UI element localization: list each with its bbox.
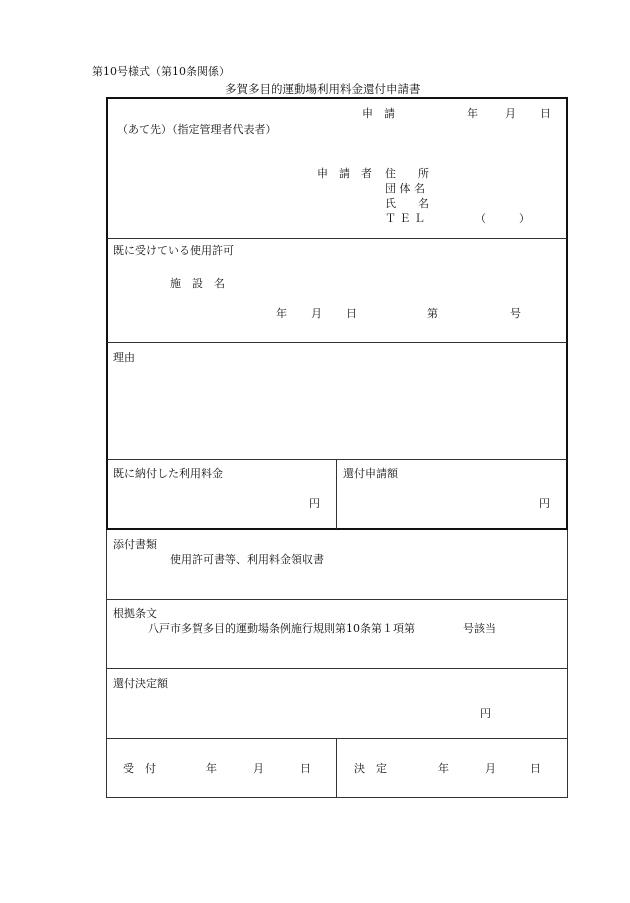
received-day: 日: [300, 762, 311, 775]
refund-request-heading: 還付申請額: [343, 467, 398, 480]
form-number: 第10号様式（第10条関係）: [92, 65, 230, 78]
attachments-heading: 添付書類: [113, 538, 157, 551]
refund-decision-heading: 還付決定額: [113, 677, 168, 690]
form-title: 多賀多目的運動場利用料金還付申請書: [225, 82, 421, 96]
decided-label: 決 定: [354, 762, 387, 775]
received-year: 年: [206, 762, 217, 775]
field-tel-parens: （ ）: [475, 212, 530, 225]
application-label: 申 請: [362, 107, 395, 120]
decided-day: 日: [530, 762, 541, 775]
addressee: （あて先）（指定管理者代表者）: [117, 123, 277, 136]
field-group-label: 団 体 名: [385, 182, 425, 195]
received-month: 月: [253, 762, 264, 775]
basis-heading: 根拠条文: [113, 607, 157, 620]
permit-go: 号: [510, 307, 521, 320]
received-label: 受 付: [123, 762, 156, 775]
decided-year: 年: [438, 762, 449, 775]
permit-dai: 第: [427, 307, 438, 320]
field-address-label: 住 所: [385, 167, 429, 180]
paid-fee-heading: 既に納付した利用料金: [113, 467, 223, 480]
field-name-label: 氏 名: [385, 197, 429, 210]
permit-year: 年: [276, 307, 287, 320]
attachments-text: 使用許可書等、利用料金領収書: [170, 553, 324, 566]
decided-month: 月: [485, 762, 496, 775]
application-day: 日: [540, 107, 551, 120]
permit-month: 月: [311, 307, 322, 320]
applicant-label: 申 請 者: [317, 167, 372, 180]
application-year: 年: [467, 107, 478, 120]
facility-label: 施 設 名: [170, 277, 225, 290]
applicant-section: [106, 97, 568, 530]
refund-decision-unit: 円: [480, 707, 491, 720]
field-tel-label: Ｔ Ｅ Ｌ: [385, 212, 425, 225]
basis-text-suffix: 号該当: [463, 622, 496, 635]
refund-request-unit: 円: [539, 497, 550, 510]
application-month: 月: [505, 107, 516, 120]
permit-heading: 既に受けている使用許可: [113, 244, 234, 257]
reason-heading: 理由: [113, 351, 135, 364]
paid-fee-unit: 円: [309, 497, 320, 510]
permit-day: 日: [346, 307, 357, 320]
basis-text: 八戸市多賀多目的運動場条例施行規則第10条第１項第: [148, 622, 415, 635]
